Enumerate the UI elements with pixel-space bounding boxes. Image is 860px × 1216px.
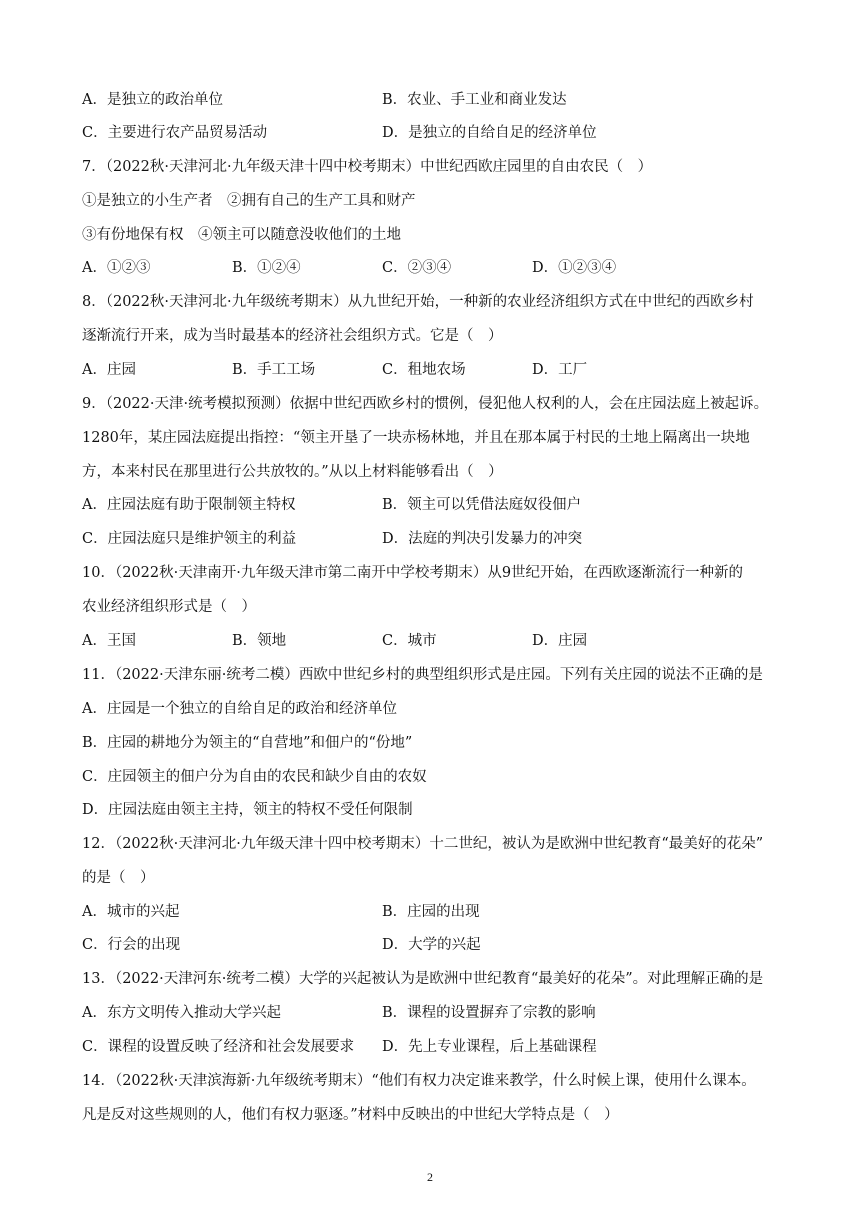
q13-stem: 13．（2022·天津河东·统考二模）大学的兴起被认为是欧洲中世纪教育“最美好的花朵”。对此理解正确的是 [82, 971, 764, 987]
q6-option-d[interactable]: D．是独立的自给自足的经济单位 [382, 125, 597, 141]
q9-options-row-1 [82, 495, 790, 515]
q9-stem-line-1: 9．（2022·天津·统考模拟预测）依据中世纪西欧乡村的惯例，侵犯他人权利的人，会在庄园法庭上被起诉。 [82, 396, 769, 412]
q7-option-a[interactable]: A．①②③ [82, 260, 151, 276]
q9-option-a[interactable]: A．庄园法庭有助于限制领主特权 [82, 497, 296, 513]
q12-options-row-2 [82, 935, 790, 955]
q6-option-b[interactable]: B．农业、手工业和商业发达 [382, 92, 567, 108]
q13-option-d[interactable]: D．先上专业课程，后上基础课程 [382, 1039, 597, 1055]
q13-option-b[interactable]: B．课程的设置摒弃了宗教的影响 [382, 1005, 596, 1021]
q9-stem-line-2: 1280年，某庄园法庭提出指控：“领主开垦了一块赤杨林地，并且在那本属于村民的土地上隔离出一块地 [82, 430, 750, 446]
q12-option-a[interactable]: A．城市的兴起 [82, 904, 180, 920]
q9-options-row-2 [82, 529, 790, 549]
q8-options [82, 360, 790, 380]
q14-stem-line-2: 凡是反对这些规则的人，他们有权力驱逐。”材料中反映出的中世纪大学特点是（ ） [82, 1107, 619, 1123]
q8-option-d[interactable]: D．工厂 [532, 362, 588, 378]
q13-option-c[interactable]: C．课程的设置反映了经济和社会发展要求 [82, 1039, 355, 1055]
q10-option-d[interactable]: D．庄园 [532, 633, 588, 649]
q7-options [82, 258, 790, 278]
q11-option-d[interactable]: D．庄园法庭由领主主持，领主的特权不受任何限制 [82, 802, 413, 818]
q9-option-d[interactable]: D．法庭的判决引发暴力的冲突 [382, 531, 583, 547]
q11-option-c[interactable]: C．庄园领主的佃户分为自由的农民和缺少自由的农奴 [82, 769, 427, 785]
q10-option-c[interactable]: C．城市 [382, 633, 437, 649]
q12-stem-line-2: 的是（ ） [82, 870, 155, 886]
q12-stem-line-1: 12．（2022秋·天津河北·九年级天津十四中校考期末）十二世纪，被认为是欧洲中世纪教育“最美好的花朵” [82, 836, 764, 852]
q7-option-c[interactable]: C．②③④ [382, 260, 452, 276]
q14-stem-line-1: 14．（2022秋·天津滨海新·九年级统考期末）“他们有权力决定谁来教学，什么时候上课，使用什么课本。 [82, 1073, 756, 1089]
q7-stem: 7．（2022秋·天津河北·九年级天津十四中校考期末）中世纪西欧庄园里的自由农民（ ） [82, 159, 653, 175]
q9-option-c[interactable]: C．庄园法庭只是维护领主的利益 [82, 531, 297, 547]
q8-stem-line-1: 8．（2022秋·天津河北·九年级统考期末）从九世纪开始，一种新的农业经济组织方式在中世纪的西欧乡村 [82, 294, 754, 310]
page-number: 2 [427, 1170, 433, 1184]
q6-option-a[interactable]: A．是独立的政治单位 [82, 92, 223, 108]
q12-option-c[interactable]: C．行会的出现 [82, 937, 181, 953]
q7-statements-1: ①是独立的小生产者 ②拥有自己的生产工具和财产 [82, 193, 416, 209]
q11-option-b[interactable]: B．庄园的耕地分为领主的“自营地”和佃户的“份地” [82, 735, 413, 751]
q9-stem-line-3: 方，本来村民在那里进行公共放牧的。”从以上材料能够看出（ ） [82, 464, 503, 480]
q8-option-a[interactable]: A．庄园 [82, 362, 136, 378]
q12-options-row-1 [82, 902, 790, 922]
q7-option-b[interactable]: B．①②④ [232, 260, 301, 276]
q8-option-b[interactable]: B．手工工场 [232, 362, 316, 378]
q12-option-d[interactable]: D．大学的兴起 [382, 937, 481, 953]
q8-stem-line-2: 逐渐流行开来，成为当时最基本的经济社会组织方式。它是（ ） [82, 328, 503, 344]
q11-stem: 11．（2022·天津东丽·统考二模）西欧中世纪乡村的典型组织形式是庄园。下列有关庄园的说法不正确的是 [82, 667, 763, 683]
q7-option-d[interactable]: D．①②③④ [532, 260, 617, 276]
q9-option-b[interactable]: B．领主可以凭借法庭奴役佃户 [382, 497, 582, 513]
q13-options-row-2 [82, 1037, 790, 1057]
q6-options-row-1 [82, 90, 790, 110]
q6-options-row-2 [82, 123, 790, 143]
q7-statements-2: ③有份地保有权 ④领主可以随意没收他们的土地 [82, 227, 401, 243]
q10-options [82, 631, 790, 651]
q12-option-b[interactable]: B．庄园的出现 [382, 904, 480, 920]
q8-option-c[interactable]: C．租地农场 [382, 362, 466, 378]
q13-option-a[interactable]: A．东方文明传入推动大学兴起 [82, 1005, 281, 1021]
q10-stem-line-2: 农业经济组织形式是（ ） [82, 599, 256, 615]
q10-option-b[interactable]: B．领地 [232, 633, 287, 649]
q11-option-a[interactable]: A．庄园是一个独立的自给自足的政治和经济单位 [82, 701, 397, 717]
q13-options-row-1 [82, 1003, 790, 1023]
q10-option-a[interactable]: A．王国 [82, 633, 136, 649]
q6-option-c[interactable]: C．主要进行农产品贸易活动 [82, 125, 268, 141]
q10-stem-line-1: 10．（2022秋·天津南开·九年级天津市第二南开中学校考期末）从9世纪开始，在西欧逐渐流行一种新的 [82, 565, 744, 581]
